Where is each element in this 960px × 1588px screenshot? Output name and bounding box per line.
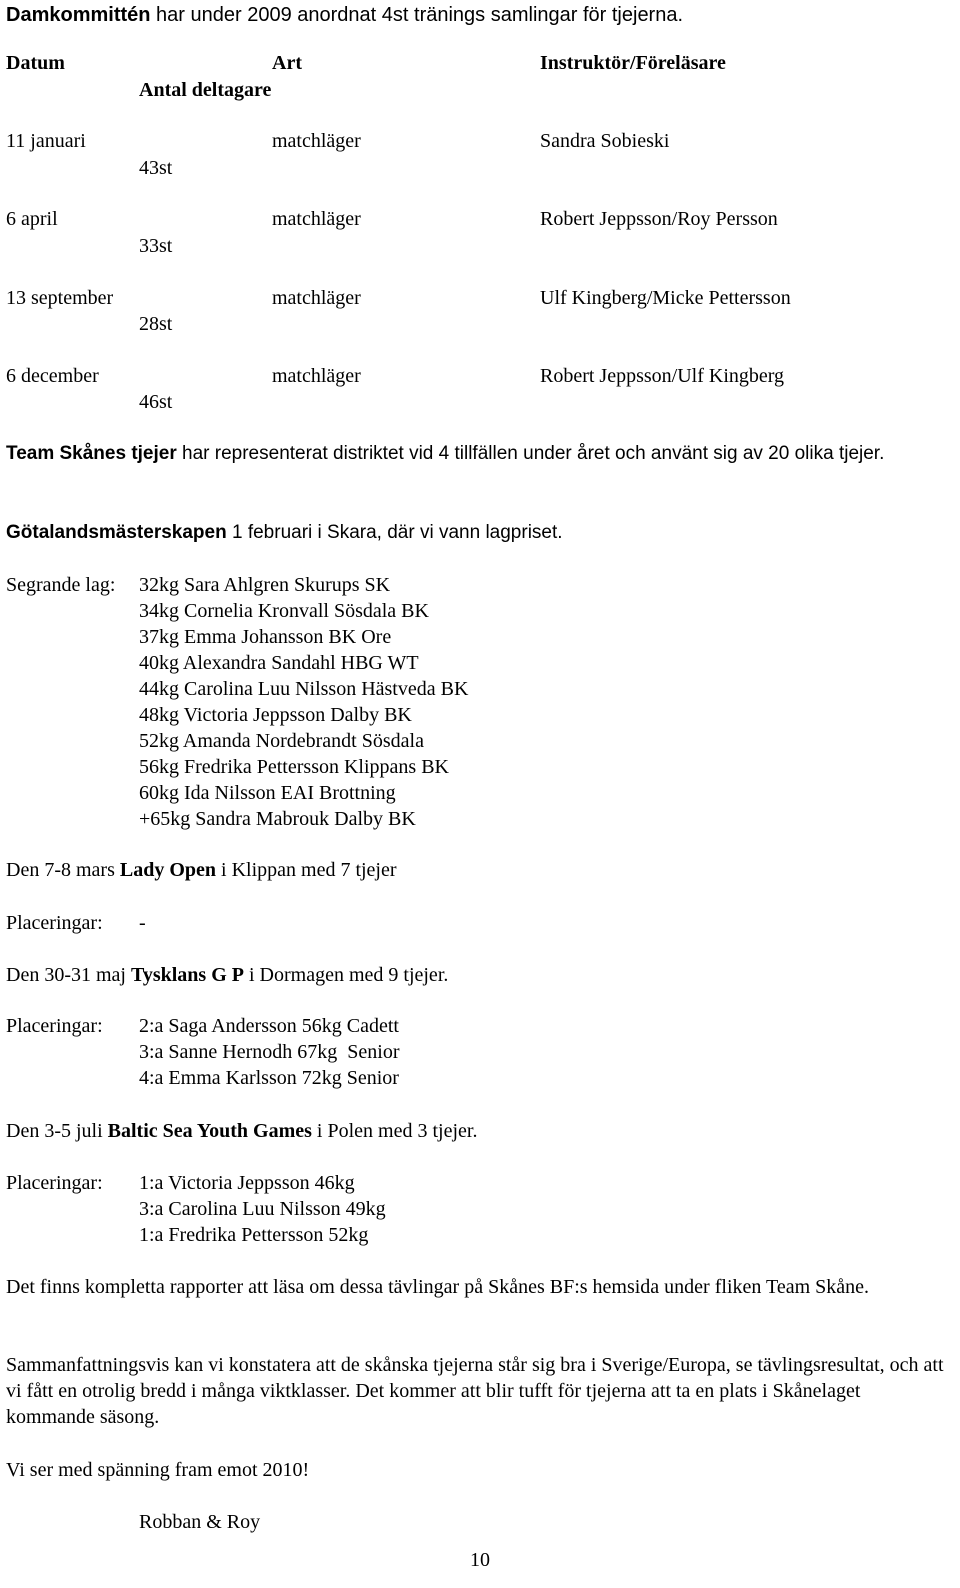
team-skane-text: har representerat distriktet vid 4 tillfällen under året och använt sig av 20 olika tjejer. bbox=[176, 443, 885, 464]
segrande-list bbox=[139, 572, 468, 832]
header-type: Art bbox=[272, 52, 302, 74]
tysklands-bold: Tysklans G P bbox=[130, 964, 244, 986]
baltic-bold: Baltic Sea Youth Games bbox=[107, 1120, 312, 1142]
baltic-placings-label: Placeringar: bbox=[6, 1172, 103, 1194]
row-count: 43st bbox=[139, 157, 173, 179]
row-count: 28st bbox=[139, 313, 173, 335]
list-item: 3:a Carolina Luu Nilsson 49kg bbox=[139, 1198, 386, 1220]
team-skane-paragraph bbox=[6, 441, 936, 467]
list-item: 1:a Fredrika Pettersson 52kg bbox=[139, 1224, 369, 1246]
tysklands-pre: Den 30-31 maj bbox=[6, 964, 131, 986]
list-item: 4:a Emma Karlsson 72kg Senior bbox=[139, 1067, 399, 1089]
lady-open-placings-value: - bbox=[139, 912, 146, 934]
reports-paragraph: Det finns kompletta rapporter att läsa om dessa tävlingar på Skånes BF:s hemsida under fliken Team Skåne. bbox=[6, 1276, 870, 1298]
header-date: Datum bbox=[6, 52, 65, 74]
list-item: 48kg Victoria Jeppsson Dalby BK bbox=[139, 704, 412, 726]
lady-open-paragraph bbox=[6, 857, 397, 883]
lady-open-pre: Den 7-8 mars bbox=[6, 859, 120, 881]
tysklands-placings-list bbox=[139, 1013, 400, 1091]
row-type: matchläger bbox=[272, 130, 361, 152]
baltic-pre: Den 3-5 juli bbox=[6, 1120, 108, 1142]
row-date: 11 januari bbox=[6, 130, 86, 152]
row-date: 6 december bbox=[6, 365, 99, 387]
header-instructor: Instruktör/Föreläsare bbox=[540, 52, 726, 74]
gm-paragraph bbox=[6, 520, 563, 546]
lady-open-bold: Lady Open bbox=[119, 859, 217, 881]
list-item: 44kg Carolina Luu Nilsson Hästveda BK bbox=[139, 678, 469, 700]
row-type: matchläger bbox=[272, 365, 361, 387]
row-type: matchläger bbox=[272, 208, 361, 230]
baltic-paragraph bbox=[6, 1118, 477, 1144]
list-item: 34kg Cornelia Kronvall Sösdala BK bbox=[139, 600, 429, 622]
list-item: 1:a Victoria Jeppsson 46kg bbox=[139, 1172, 355, 1194]
lady-open-post: i Klippan med 7 tjejer bbox=[216, 859, 397, 881]
list-item: 40kg Alexandra Sandahl HBG WT bbox=[139, 652, 419, 674]
row-count: 33st bbox=[139, 235, 173, 257]
intro-text: har under 2009 anordnat 4st tränings samlingar för tjejerna. bbox=[150, 4, 684, 26]
row-type: matchläger bbox=[272, 287, 361, 309]
team-skane-bold: Team Skånes tjejer bbox=[6, 443, 177, 464]
gm-bold: Götalandsmästerskapen bbox=[6, 522, 227, 543]
tysklands-placings-label: Placeringar: bbox=[6, 1015, 103, 1037]
list-item: 2:a Saga Andersson 56kg Cadett bbox=[139, 1015, 399, 1037]
closing-line: Vi ser med spänning fram emot 2010! bbox=[6, 1459, 310, 1481]
tysklands-post: i Dormagen med 9 tjejer. bbox=[243, 964, 449, 986]
list-item: +65kg Sandra Mabrouk Dalby BK bbox=[139, 808, 416, 830]
row-date: 13 september bbox=[6, 287, 114, 309]
tysklands-paragraph bbox=[6, 962, 448, 988]
intro-paragraph bbox=[6, 2, 683, 28]
header-count: Antal deltagare bbox=[139, 79, 272, 101]
row-instructor: Sandra Sobieski bbox=[540, 130, 670, 152]
baltic-placings-list bbox=[139, 1170, 386, 1248]
row-date: 6 april bbox=[6, 208, 58, 230]
lady-open-placings-label: Placeringar: bbox=[6, 912, 103, 934]
summary-paragraph: Sammanfattningsvis kan vi konstatera att de skånska tjejerna står sig bra i Sverige/Europa, se tävlingsresultat, och att vi fått en otrolig bredd i många viktklasser. Det kommer att blir tufft för tjejerna att ta en plats i Skånelaget kommande säsong. bbox=[6, 1354, 944, 1428]
row-instructor: Robert Jeppsson/Ulf Kingberg bbox=[540, 365, 785, 387]
list-item: 3:a Sanne Hernodh 67kg Senior bbox=[139, 1041, 400, 1063]
list-item: 60kg Ida Nilsson EAI Brottning bbox=[139, 782, 396, 804]
gm-text: 1 februari i Skara, där vi vann lagpriset. bbox=[226, 522, 563, 543]
list-item: 32kg Sara Ahlgren Skurups SK bbox=[139, 574, 391, 596]
row-instructor: Ulf Kingberg/Micke Pettersson bbox=[540, 287, 791, 309]
row-instructor: Robert Jeppsson/Roy Persson bbox=[540, 208, 778, 230]
segrande-label: Segrande lag: bbox=[6, 574, 116, 596]
list-item: 52kg Amanda Nordebrandt Sösdala bbox=[139, 730, 424, 752]
baltic-post: i Polen med 3 tjejer. bbox=[311, 1120, 478, 1142]
signature: Robban & Roy bbox=[139, 1511, 261, 1533]
intro-bold: Damkommittén bbox=[6, 4, 151, 26]
row-count: 46st bbox=[139, 391, 173, 413]
list-item: 37kg Emma Johansson BK Ore bbox=[139, 626, 392, 648]
list-item: 56kg Fredrika Pettersson Klippans BK bbox=[139, 756, 449, 778]
page-number: 10 bbox=[470, 1549, 490, 1571]
